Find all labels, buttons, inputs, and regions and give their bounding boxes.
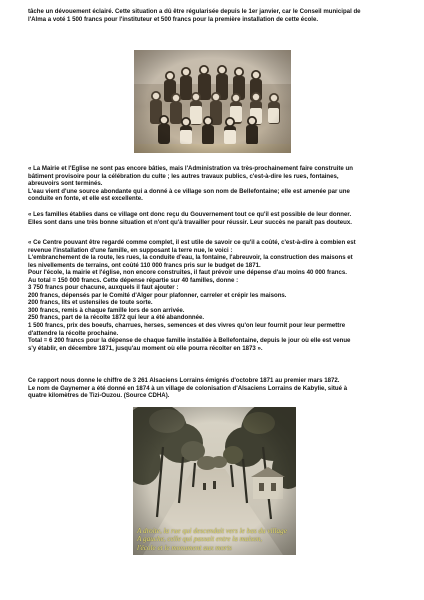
text-line: s'y établir, en décembre 1871, jusqu'au moment où elle pourra récolter en 1873 ».	[28, 344, 263, 352]
text-line: L'eau vient d'une source abondante qui a donné à ce village son nom de Bellefontaine; elle est amenée par une	[28, 187, 350, 195]
text-line: 200 francs, dépensés par le Comité d'Alger pour plafonner, carreler et crépir les maisons.	[28, 291, 287, 299]
text-line: Elles sont dans une très bonne situation et n'ont qu'à travailler pour réussir. Leur succès ne paraît pas douteux.	[28, 218, 352, 226]
caption-line: l'école et le monument aux morts	[137, 543, 232, 552]
text-line: « Ce Centre pouvant être regardé comme complet, il est utile de savoir ce qu'il a coûté, c'est-à-dire à combien est	[28, 239, 356, 246]
village-street-photo	[133, 407, 296, 555]
text-line: revenue l'installation d'une famille, en supposant la terre nue, le voici :	[28, 246, 233, 254]
text-line: L'embranchement de la route, les rues, la conduite d'eau, la fontaine, l'abreuvoir, la construction des maisons et	[28, 254, 353, 262]
class-photo	[134, 50, 291, 153]
text-line: bâtiment provisoire pour la célébration du culte ; les autres travaux publics, c'est-à-dire les rues, fontaines,	[28, 172, 339, 180]
text-line: 200 francs, lits et ustensiles de toute sorte.	[28, 299, 153, 307]
text-line: 3 750 francs pour chacune, auxquels il faut ajouter :	[28, 284, 179, 292]
text-line: abreuvoirs sont terminés.	[28, 180, 103, 188]
text-line: 250 francs, part de la récolte 1872 qui leur a été abandonnée.	[28, 314, 205, 322]
text-line: Ce rapport nous donne le chiffre de 3 261 Alsaciens Lorrains émigrés d'octobre 1871 au premier mars 1872.	[28, 377, 340, 384]
photo-caption	[137, 527, 287, 552]
text-line: Au total = 150 000 francs. Cette dépense répartie sur 40 familles, donne :	[28, 276, 239, 284]
text-line: l'Alma a voté 1 500 francs pour l'instituteur et 500 francs pour la première installation de cette école.	[28, 15, 319, 23]
text-line: Le nom de Gaynemer a été donné en 1874 à un village de colonisation d'Alsaciens Lorrains de Kabylie, situé à	[28, 384, 348, 392]
text-line: conduite en fonte, et elle est excellente.	[28, 195, 143, 203]
text-line: « Les familles établies dans ce village ont donc reçu du Gouvernement tout ce qu'il est possible de leur donner.	[28, 211, 352, 218]
paragraph-mairie-eglise	[28, 165, 400, 203]
caption-line: A droite, la rue qui descendait vers le bas du village	[137, 526, 287, 535]
paragraph-cost-breakdown	[28, 239, 400, 352]
class-photo-image	[134, 50, 291, 153]
text-line: quatre kilomètres de Tizi-Ouzou. (Source CDHA).	[28, 392, 170, 400]
text-line: « La Mairie et l'Eglise ne sont pas encore bâties, mais l'Administration va très-prochainement faire construite un	[28, 165, 353, 172]
text-line: les nivellements de terrains, ont coûté 110 000 francs pris sur le budget de 1871.	[28, 261, 261, 269]
paragraph-school-funding	[28, 8, 400, 23]
paragraph-families	[28, 211, 400, 226]
text-line: 1 500 francs, prix des boeufs, charrues, herses, semences et des vivres qu'on leur fournit pour leur permettre	[28, 322, 346, 330]
text-line: tâche un dévouement éclairé. Cette situation a dû être régularisée depuis le 1er janvier, car le Conseil municipal de	[28, 8, 361, 15]
text-line: d'attendre la récolte prochaine.	[28, 329, 119, 337]
text-line: Pour l'école, la mairie et l'église, non encore construites, il faut prévoir une dépense d'au moins 40 000 francs.	[28, 269, 347, 277]
text-line: 300 francs, remis à chaque famille lors de son arrivée.	[28, 306, 185, 314]
text-line: Total = 6 200 francs pour la dépense de chaque famille installée à Bellefontaine, depuis le jour où elle est venue	[28, 337, 351, 345]
caption-line: A gauche, celle qui passait entre la maison,	[137, 535, 263, 544]
paragraph-report-summary	[28, 377, 400, 400]
